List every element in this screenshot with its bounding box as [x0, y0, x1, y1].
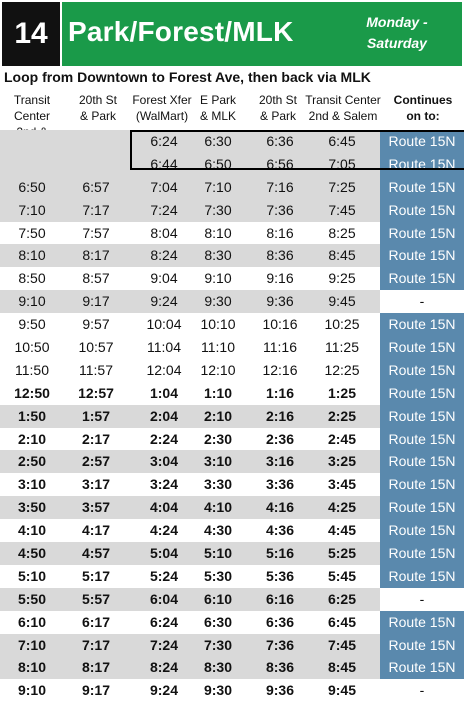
- table-row: [0, 588, 464, 611]
- table-row: [0, 519, 464, 542]
- table-row: [0, 290, 464, 313]
- time-cell: 8:30: [204, 247, 232, 264]
- table-row: [0, 542, 464, 565]
- time-cell: 11:25: [325, 339, 359, 356]
- time-cell: 3:36: [265, 476, 295, 493]
- col-header-line: Transit Center: [305, 93, 381, 107]
- continues-route-cell: Route 15N: [380, 382, 464, 405]
- continues-route-cell: Route 15N: [380, 542, 464, 565]
- col-header-line: Forest Xfer: [132, 93, 192, 107]
- time-cell: 3:25: [327, 453, 357, 470]
- time-cell: 6:45: [328, 133, 356, 149]
- service-days: [342, 12, 452, 54]
- col-header-20th-park-return: [250, 92, 306, 124]
- time-cell: 9:10: [204, 270, 232, 287]
- time-cell: 2:30: [203, 430, 233, 447]
- time-cell: 7:45: [327, 636, 357, 653]
- time-cell: 10:57: [78, 339, 114, 356]
- time-cell: 4:50: [17, 545, 47, 562]
- time-cell: 9:24: [150, 293, 178, 310]
- time-cell: 7:25: [328, 178, 356, 195]
- col-header-line: & MLK: [199, 109, 236, 123]
- time-cell: 5:04: [149, 545, 179, 562]
- col-header-line: 20th St: [258, 93, 298, 107]
- time-cell: 8:10: [204, 224, 232, 241]
- table-row: [0, 176, 464, 199]
- time-cell: 7:10: [17, 636, 47, 653]
- time-cell: 1:50: [17, 407, 47, 424]
- table-row: [0, 428, 464, 451]
- time-cell: 6:36: [266, 133, 294, 149]
- route-number: 14: [2, 2, 60, 66]
- time-cell: 2:25: [327, 407, 357, 424]
- time-cell: 8:45: [327, 659, 357, 676]
- time-cell: 8:50: [18, 270, 46, 287]
- time-cell: 3:24: [149, 476, 179, 493]
- continues-route-cell: -: [380, 290, 464, 313]
- time-cell: 6:30: [203, 613, 233, 630]
- time-cell: 3:10: [203, 453, 233, 470]
- continues-route-cell: Route 15N: [380, 519, 464, 542]
- time-cell: 4:17: [81, 522, 111, 539]
- col-header-forest-xfer: [130, 92, 194, 124]
- time-cell: 2:04: [149, 407, 179, 424]
- time-cell: 4:24: [149, 522, 179, 539]
- time-cell: 4:57: [81, 545, 111, 562]
- time-cell: 6:17: [81, 613, 111, 630]
- col-header-line: on to:: [406, 109, 440, 123]
- time-cell: 8:16: [266, 224, 294, 241]
- time-cell: 9:57: [82, 316, 110, 333]
- time-cell: 8:10: [18, 247, 46, 264]
- time-cell: 6:10: [203, 590, 233, 607]
- time-cell: 8:45: [328, 247, 356, 264]
- table-row: [0, 611, 464, 634]
- time-cell: 5:45: [327, 567, 357, 584]
- col-header-line: 20th St: [78, 93, 118, 107]
- time-cell: 2:24: [149, 430, 179, 447]
- time-cell: 3:16: [265, 453, 295, 470]
- continues-route-cell: Route 15N: [380, 199, 464, 222]
- table-row: [0, 336, 464, 359]
- route-name: Park/Forest/MLK: [68, 16, 294, 47]
- col-header-line: 2nd & Salem: [308, 109, 378, 123]
- time-cell: 9:36: [265, 682, 295, 699]
- time-cell: 7:17: [81, 636, 111, 653]
- time-cell: 9:16: [266, 270, 294, 287]
- time-cell: 6:24: [150, 133, 178, 149]
- table-row: [0, 450, 464, 473]
- time-cell: 9:17: [82, 293, 110, 310]
- table-row: [0, 382, 464, 405]
- continues-route-cell: Route 15N: [380, 473, 464, 496]
- time-cell: 8:36: [265, 659, 295, 676]
- time-cell: 7:45: [328, 201, 356, 218]
- time-cell: 7:30: [203, 636, 233, 653]
- time-cell: [66, 130, 126, 153]
- time-cell: 10:10: [200, 316, 236, 333]
- time-cell: 5:30: [203, 567, 233, 584]
- time-cell: 10:25: [324, 316, 360, 333]
- col-header-line: Continues: [393, 93, 453, 107]
- time-cell: 2:17: [81, 430, 111, 447]
- continues-route-cell: Route 15N: [380, 634, 464, 657]
- time-cell: 4:30: [203, 522, 233, 539]
- time-cell: 5:16: [265, 545, 295, 562]
- time-cell: 10:04: [146, 316, 182, 333]
- table-row: [0, 565, 464, 588]
- time-cell: 8:04: [150, 224, 178, 241]
- time-cell: 4:04: [149, 499, 179, 516]
- time-cell: 8:57: [82, 270, 110, 287]
- time-cell: 10:16: [262, 316, 298, 333]
- table-row: [0, 405, 464, 428]
- col-header-line: E Park: [199, 93, 236, 107]
- time-cell: 9:17: [81, 682, 111, 699]
- time-cell: [2, 130, 62, 153]
- time-cell: 8:17: [81, 659, 111, 676]
- time-cell: 5:50: [17, 590, 47, 607]
- continues-route-cell: Route 15N: [380, 176, 464, 199]
- time-cell: 2:36: [265, 430, 295, 447]
- time-cell: 8:24: [149, 659, 179, 676]
- col-header-line: & Park: [259, 109, 296, 123]
- time-cell: 12:57: [78, 384, 114, 401]
- time-cell: 8:24: [150, 247, 178, 264]
- continues-route-cell: Route 15N: [380, 565, 464, 588]
- time-cell: 11:57: [79, 361, 113, 378]
- time-cell: 7:57: [82, 224, 110, 241]
- table-row: [0, 473, 464, 496]
- time-cell: 8:36: [266, 247, 294, 264]
- continues-route-cell: Route 15N: [380, 450, 464, 473]
- timetable-body: [0, 130, 464, 702]
- time-cell: 12:16: [262, 361, 298, 378]
- time-cell: 6:50: [18, 178, 46, 195]
- col-header-transit-center-end: [305, 92, 381, 124]
- time-cell: 6:56: [266, 155, 294, 172]
- time-cell: 5:24: [149, 567, 179, 584]
- time-cell: 11:50: [15, 361, 49, 378]
- time-cell: 9:30: [204, 293, 232, 310]
- time-cell: 5:17: [81, 567, 111, 584]
- time-cell: 7:17: [82, 201, 110, 218]
- table-row: [0, 244, 464, 267]
- time-cell: 9:36: [266, 293, 294, 310]
- time-cell: 9:45: [327, 682, 357, 699]
- time-cell: 9:30: [203, 682, 233, 699]
- time-cell: 3:17: [81, 476, 111, 493]
- time-cell: 4:45: [327, 522, 357, 539]
- continues-route-cell: Route 15N: [380, 656, 464, 679]
- time-cell: 1:04: [149, 384, 179, 401]
- days-line-1: Monday -: [366, 14, 428, 30]
- time-cell: 7:24: [149, 636, 179, 653]
- time-cell: 6:10: [17, 613, 47, 630]
- time-cell: 4:10: [17, 522, 47, 539]
- time-cell: 9:45: [328, 293, 356, 310]
- table-row: [0, 634, 464, 657]
- time-cell: 4:16: [265, 499, 295, 516]
- continues-route-cell: Route 15N: [380, 428, 464, 451]
- time-cell: 6:45: [327, 613, 357, 630]
- time-cell: 1:16: [265, 384, 295, 401]
- time-cell: 12:25: [324, 361, 360, 378]
- time-cell: 7:50: [18, 224, 46, 241]
- time-cell: 8:10: [17, 659, 47, 676]
- col-header-line: (WalMart): [135, 109, 189, 123]
- time-cell: 7:10: [18, 201, 46, 218]
- table-row: [0, 199, 464, 222]
- time-cell: 2:57: [81, 453, 111, 470]
- time-cell: 6:04: [149, 590, 179, 607]
- time-cell: 6:16: [265, 590, 295, 607]
- time-cell: 9:50: [18, 316, 46, 333]
- time-cell: 5:10: [203, 545, 233, 562]
- continues-route-cell: -: [380, 679, 464, 702]
- table-row: [0, 222, 464, 245]
- time-cell: 11:16: [263, 339, 297, 356]
- time-cell: 12:10: [200, 361, 236, 378]
- time-cell: 4:25: [327, 499, 357, 516]
- time-cell: 3:30: [203, 476, 233, 493]
- time-cell: 8:25: [328, 224, 356, 241]
- continues-route-cell: Route 15N: [380, 130, 464, 153]
- table-row: [0, 267, 464, 290]
- schedule-header: [0, 0, 464, 68]
- time-cell: 11:10: [201, 339, 235, 356]
- continues-route-cell: -: [380, 588, 464, 611]
- col-header-line: Transit Center: [13, 93, 51, 123]
- time-cell: 6:24: [149, 613, 179, 630]
- time-cell: 6:36: [265, 613, 295, 630]
- continues-route-cell: Route 15N: [380, 611, 464, 634]
- time-cell: 7:36: [265, 636, 295, 653]
- continues-route-cell: Route 15N: [380, 222, 464, 245]
- route-description: Loop from Downtown to Forest Ave, then back via MLK: [4, 69, 371, 85]
- days-line-2: Saturday: [367, 35, 427, 51]
- continues-route-cell: Route 15N: [380, 153, 464, 176]
- time-cell: 1:10: [203, 384, 233, 401]
- time-cell: 7:30: [204, 201, 232, 218]
- time-cell: 7:16: [266, 178, 294, 195]
- continues-route-cell: Route 15N: [380, 244, 464, 267]
- route-title-bar: [62, 2, 462, 66]
- col-header-20th-park: [70, 92, 126, 124]
- time-cell: 6:30: [204, 133, 232, 149]
- time-cell: 6:50: [204, 155, 232, 172]
- time-cell: 7:36: [266, 201, 294, 218]
- time-cell: 10:50: [14, 339, 50, 356]
- continues-route-cell: Route 15N: [380, 496, 464, 519]
- table-row: [0, 496, 464, 519]
- col-header-line: & Park: [79, 109, 116, 123]
- continues-route-cell: Route 15N: [380, 336, 464, 359]
- time-cell: 4:10: [203, 499, 233, 516]
- time-cell: 6:57: [82, 178, 110, 195]
- time-cell: 3:50: [17, 499, 47, 516]
- time-cell: 7:10: [204, 178, 232, 195]
- time-cell: 5:25: [327, 545, 357, 562]
- time-cell: 5:10: [17, 567, 47, 584]
- time-cell: 2:10: [203, 407, 233, 424]
- time-cell: 3:57: [81, 499, 111, 516]
- table-row: [0, 679, 464, 702]
- time-cell: 7:24: [150, 201, 178, 218]
- time-cell: 9:10: [17, 682, 47, 699]
- time-cell: 8:17: [82, 247, 110, 264]
- time-cell: 5:36: [265, 567, 295, 584]
- time-cell: 6:44: [150, 155, 178, 172]
- early-trips-outline: [130, 130, 464, 170]
- time-cell: 3:45: [327, 476, 357, 493]
- time-cell: 4:36: [265, 522, 295, 539]
- continues-route-cell: Route 15N: [380, 405, 464, 428]
- time-cell: 9:24: [149, 682, 179, 699]
- time-cell: 2:45: [327, 430, 357, 447]
- time-cell: 3:10: [17, 476, 47, 493]
- time-cell: 2:50: [17, 453, 47, 470]
- time-cell: 8:30: [203, 659, 233, 676]
- continues-route-cell: Route 15N: [380, 313, 464, 336]
- table-row: [0, 359, 464, 382]
- col-header-continues: [382, 92, 464, 124]
- time-cell: 9:10: [18, 293, 46, 310]
- col-header-e-park-mlk: [190, 92, 246, 124]
- time-cell: 2:16: [265, 407, 295, 424]
- time-cell: 2:10: [17, 430, 47, 447]
- time-cell: [66, 153, 126, 176]
- continues-route-cell: Route 15N: [380, 359, 464, 382]
- time-cell: 7:05: [328, 155, 356, 172]
- table-row: [0, 313, 464, 336]
- time-cell: 7:04: [150, 178, 178, 195]
- continues-route-cell: Route 15N: [380, 267, 464, 290]
- time-cell: 5:57: [81, 590, 111, 607]
- time-cell: 1:57: [81, 407, 111, 424]
- time-cell: 9:25: [328, 270, 356, 287]
- time-cell: 11:04: [147, 339, 181, 356]
- time-cell: [2, 153, 62, 176]
- time-cell: 9:04: [150, 270, 178, 287]
- time-cell: 12:50: [14, 384, 50, 401]
- time-cell: 12:04: [146, 361, 182, 378]
- time-cell: 3:04: [149, 453, 179, 470]
- time-cell: 1:25: [327, 384, 357, 401]
- column-headers: [0, 92, 464, 130]
- time-cell: 6:25: [327, 590, 357, 607]
- table-row: [0, 656, 464, 679]
